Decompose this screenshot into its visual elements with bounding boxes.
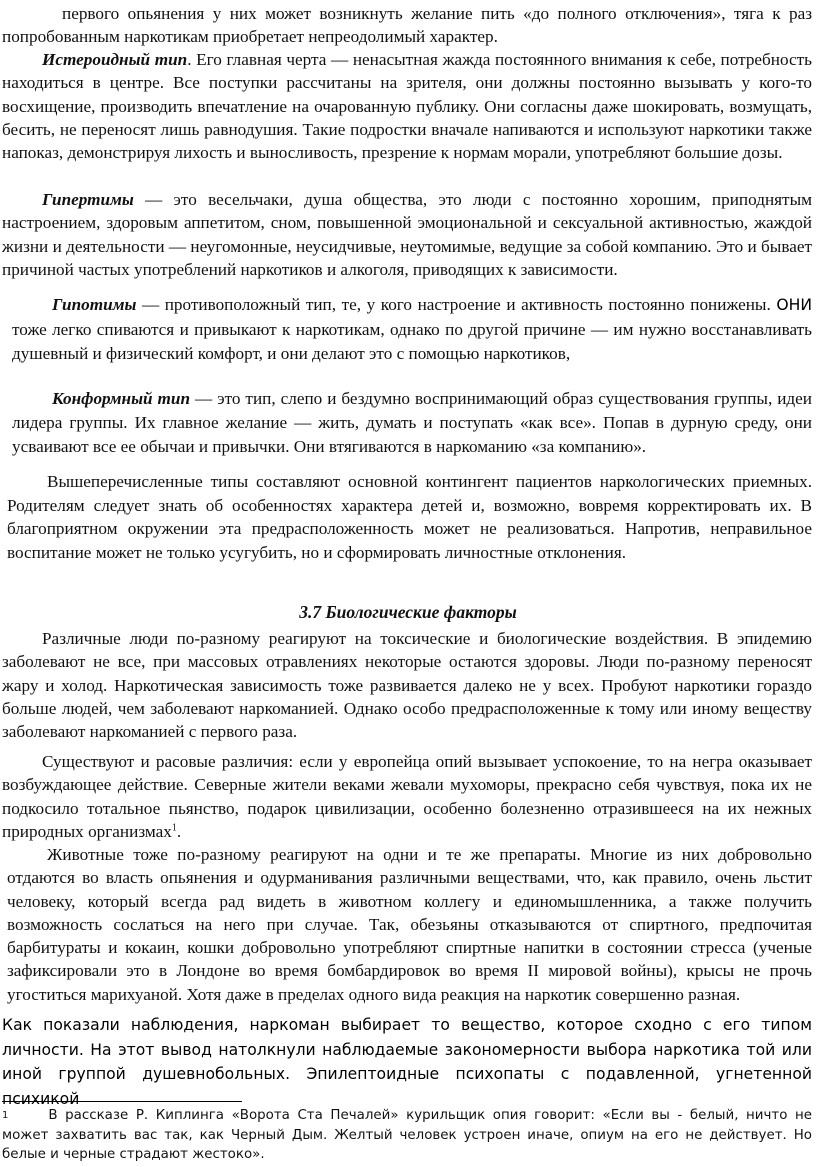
paragraph-text-sans: ОНИ [776, 296, 812, 314]
paragraph-hyperthymic [2, 188, 812, 281]
paragraph-text: — это тип, слепо и бездумно воспринимающий образ существования группы, идеи лидера группы. Их главное желание — жить, думать и поступать «как все». Попав в дурную среду, они усваивают все ее обычаи и привычки. Они втягиваются в наркоманию «за компанию». [12, 389, 813, 456]
paragraph-text: Различные люди по-разному реагируют на токсические и биологические воздействия. В эпидемию заболевают не все, при массовых отравлениях некоторые остаются здоровы. Люди по-разному переносят жару и холод. Наркотическая зависимость тоже развивается далеко не у всех. Пробуют наркотики гораздо больше людей, чем заболевают наркоманией. Однако особо предрасположенные к тому или иному веществу заболевают наркоманией с первого раза. [2, 629, 812, 742]
paragraph-text-end: . [176, 821, 182, 841]
term-hypothymic: Гипотимы [52, 295, 137, 314]
paragraph-hypothymic [12, 293, 812, 367]
paragraph-text: тоже легко спиваются и привыкают к наркотикам, однако по другой причине — им нужно восстанавливать душевный и физический комфорт, и они делают это с помощью наркотиков, [12, 319, 812, 364]
paragraph-text: первого опьянения у них может возникнуть желание пить «до полного отключения», тяга к раз попробованным наркотикам приобретает непреодолимый характер. [2, 4, 812, 47]
footnote-text: В рассказе Р. Киплинга «Ворота Ста Печалей» курильщик опия говорит: «Если вы - белый, ничто не может захватить вас так, как Черный Дым. Желтый человек устроен иначе, опиум на его не действует. Но белые и черные страдают жестоко». [2, 1108, 812, 1162]
section-heading: 3.7 Биологические факторы [299, 602, 517, 622]
paragraph-animals [7, 843, 812, 1006]
paragraph-text: . Его главная черта — ненасытная жажда постоянного внимания к себе, потребность находиться в центре. Все поступки рассчитаны на зрителя, они должны постоянно вызывать у кого-то восхищение, производить впечатление на очарованную публику. Они согласны даже шокировать, возмущать, бесить, не переносят лишь равнодушия. Такие подростки вначале напиваются и используют наркотики также напоказ, демонстрируя лихость и выносливость, презрение к нормам морали, употребляют большие дозы. [2, 50, 812, 163]
paragraph-text: Животные тоже по-разному реагируют на одни и те же препараты. Многие из них добровольно отдаются во власть опьянения и одурманивания различными веществами, что, как правило, очень льстит человеку, который всегда рад видеть в животном коллегу и единомышленника, а также получить возможность сослаться на него при случае. Так, обезьяны отказываются от спиртного, предпочитая барбитураты и кокаин, кошки добровольно употребляют спиртные напитки в состоянии стресса (ученые зафиксировали это в Лондоне во время бомбардировок во время II мировой войны), крысы не прочь угоститься марихуаной. Хотя даже в пределах одного вида реакция на наркотик совершенно разная. [7, 845, 812, 1004]
paragraph-racial-differences [2, 750, 812, 843]
footnote-divider [2, 1101, 242, 1102]
term-conformist: Конформный тип [52, 389, 191, 408]
paragraph-conformist [12, 387, 812, 458]
paragraph-personality-type [2, 1013, 812, 1111]
term-hyperthymic: Гипертимы [42, 190, 134, 209]
paragraph-opening [2, 2, 812, 49]
paragraph-text: Существуют и расовые различия: если у европейца опий вызывает успокоение, то на негра оказывает возбуждающее действие. Северные жители веками жевали мухоморы, прекрасно себя чувствуя, пока их не подкосило тотальное пьянство, подарок цивилизации, особенно болезненно отразившееся на их нежных природных организмах [2, 752, 812, 841]
paragraph-summary [7, 470, 812, 564]
footnote-reference[interactable]: 1 [171, 822, 177, 834]
paragraph-text: — это весельчаки, душа общества, это люди с постоянно хорошим, приподнятым настроением, здоровым аппетитом, сном, повышенной эмоциональной и сексуальной активностью, жаждой жизни и деятельности — неугомонные, неусидчивые, неутомимые, ведущие за собой компанию. Это и бывает причиной частых употреблений наркотиков и алкоголя, приводящих к зависимости. [2, 190, 812, 279]
paragraph-hysteroid-type [2, 48, 812, 164]
paragraph-biological-differences [2, 627, 812, 743]
term-hysteroid: Истероидный тип [42, 50, 188, 69]
paragraph-text: Вышеперечисленные типы составляют основной контингент пациентов наркологических приемных. Родителям следует знать об особенностях характера детей и, возможно, вовремя корректировать их. В благоприятном окружении эта предрасположенность может не реализоваться. Напротив, неправильное воспитание может не только усугубить, но и сформировать личностные отклонения. [7, 472, 812, 562]
paragraph-text: Как показали наблюдения, наркоман выбирает то вещество, которое сходно с его типом личности. На этот вывод натолкнули наблюдаемые закономерности выбора наркотика той или иной группой душевнобольных. Эпилептоидные психопаты с подавленной, угнетенной психикой [2, 1016, 812, 1108]
footnote-number: 1 [2, 1110, 9, 1121]
paragraph-text: — противоположный тип, те, у кого настроение и активность постоянно понижены. [136, 295, 777, 314]
footnote [2, 1106, 812, 1165]
